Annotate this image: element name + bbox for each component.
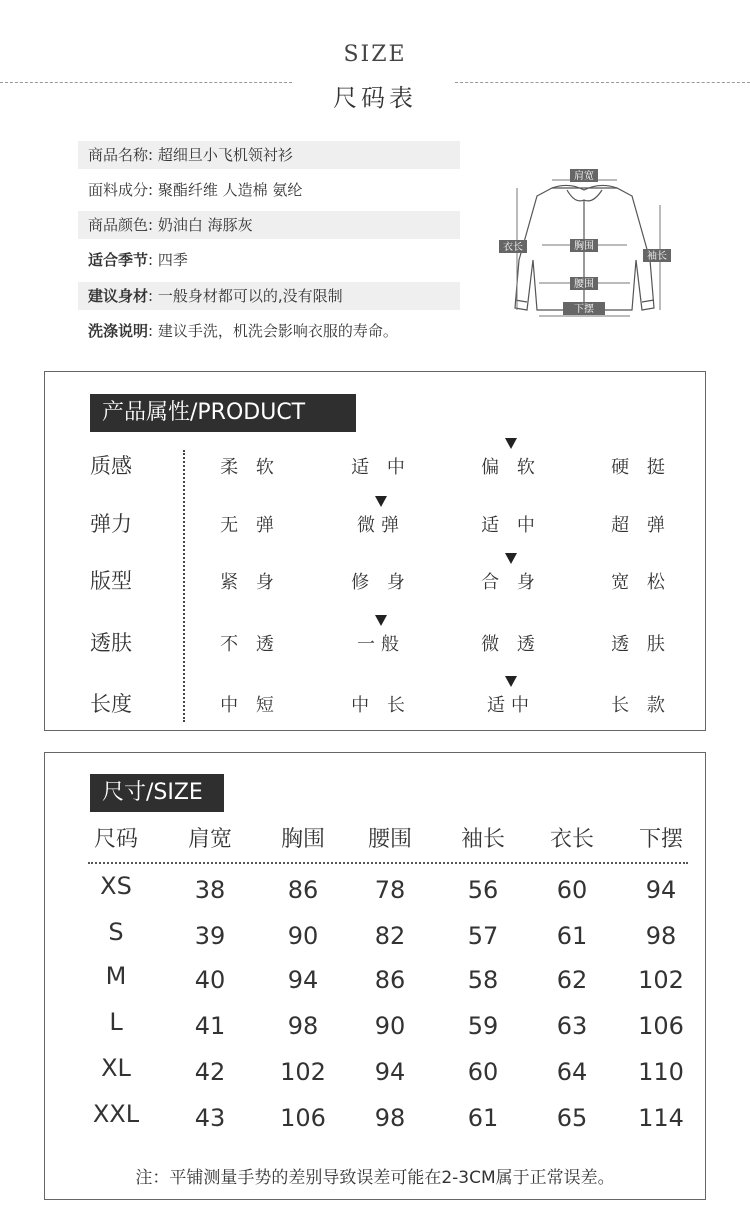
hem-label: 下摆 [574, 304, 594, 315]
page-title-cn: 尺码表 [333, 84, 417, 112]
info-value: 建议手洗，机洗会影响衣服的寿命。 [157, 322, 398, 340]
attributes-divider [183, 450, 185, 722]
attribute-option: 中 长 [351, 695, 411, 716]
size-column-header: 胸围 [280, 827, 325, 852]
size-table-cell: 40 [194, 966, 226, 994]
attribute-option: 一般 [357, 634, 405, 655]
size-table-cell: 65 [556, 1104, 588, 1132]
size-table-cell: 106 [280, 1104, 326, 1132]
info-key: 面料成分 [88, 181, 149, 199]
size-table-cell: 102 [638, 966, 684, 994]
size-table-cell: 57 [467, 922, 499, 950]
info-key: 适合季节 [88, 251, 149, 269]
info-row: 商品名称: 超细旦小飞机领衬衫 [78, 141, 460, 169]
shirt-measurement-diagram [497, 160, 672, 320]
attribute-option: 微 透 [481, 634, 541, 655]
product-attributes-tag: 产品属性/PRODUCT [90, 394, 356, 432]
size-table-cell: 86 [287, 876, 319, 904]
info-row: 建议身材: 一般身材都可以的,没有限制 [78, 282, 460, 310]
size-table-cell: 61 [556, 922, 588, 950]
size-table-cell: 60 [556, 876, 588, 904]
measurement-note: 注：平铺测量手势的差别导致误差可能在2-3CM属于正常误差。 [135, 1168, 615, 1188]
size-table-cell: 94 [645, 876, 677, 904]
size-column-header: 腰围 [367, 827, 412, 852]
info-key: 建议身材 [88, 287, 149, 305]
length-label: 衣长 [503, 242, 523, 253]
size-table-cell: 114 [638, 1104, 684, 1132]
size-table-cell: 58 [467, 966, 499, 994]
size-table-cell: 41 [194, 1012, 226, 1040]
attribute-label: 弹力 [90, 512, 132, 536]
attribute-label: 质感 [90, 454, 132, 478]
attribute-option: 长 款 [611, 695, 671, 716]
info-row: 洗涤说明: 建议手洗，机洗会影响衣服的寿命。 [88, 322, 398, 340]
attribute-option: 不 透 [220, 634, 280, 655]
attribute-option: 适中 [487, 695, 535, 716]
size-table-cell: M [105, 962, 127, 990]
size-table-cell: 39 [194, 922, 226, 950]
info-value: 聚酯纤维 人造棉 氨纶 [157, 181, 303, 199]
size-table-cell: 106 [638, 1012, 684, 1040]
size-table-cell: 78 [374, 876, 406, 904]
size-table-cell: XXL [92, 1100, 140, 1128]
attribute-option: 无 弹 [220, 515, 280, 536]
attribute-option: 适 中 [481, 515, 541, 536]
attribute-option: 透 肤 [611, 634, 671, 655]
attribute-option: 柔 软 [220, 457, 280, 478]
size-table-cell: XS [100, 872, 132, 900]
selected-marker-icon [505, 553, 517, 564]
size-table-cell: 94 [287, 966, 319, 994]
size-tag: 尺寸/SIZE [90, 774, 224, 812]
size-table-cell: 90 [374, 1012, 406, 1040]
size-column-header: 下摆 [638, 827, 683, 852]
size-table-cell: 110 [638, 1058, 684, 1086]
selected-marker-icon [505, 676, 517, 687]
size-table-cell: 61 [467, 1104, 499, 1132]
size-table-cell: 94 [374, 1058, 406, 1086]
size-table-cell: 42 [194, 1058, 226, 1086]
size-table-cell: S [108, 918, 124, 946]
attribute-label: 长度 [90, 692, 132, 716]
size-table-cell: 38 [194, 876, 226, 904]
info-row: 适合季节: 四季 [88, 251, 188, 269]
selected-marker-icon [375, 496, 387, 507]
page-title-en: SIZE [343, 42, 407, 67]
attribute-option: 修 身 [351, 572, 411, 593]
info-value: 超细旦小飞机领衬衫 [157, 146, 293, 164]
size-table-cell: 62 [556, 966, 588, 994]
attribute-option: 微弹 [357, 515, 405, 536]
size-column-header: 尺码 [93, 827, 138, 852]
attribute-option: 偏 软 [481, 457, 541, 478]
attribute-option: 紧 身 [220, 572, 280, 593]
size-table-cell: 98 [287, 1012, 319, 1040]
size-table-cell: 102 [280, 1058, 326, 1086]
info-key: 洗涤说明 [88, 322, 149, 340]
size-column-header: 衣长 [549, 827, 594, 852]
size-table-cell: 98 [374, 1104, 406, 1132]
attribute-option: 超 弹 [611, 515, 671, 536]
info-row: 商品颜色: 奶油白 海豚灰 [78, 211, 460, 239]
size-table-cell: 86 [374, 966, 406, 994]
size-table-divider [88, 862, 688, 864]
chest-label: 胸围 [574, 241, 594, 252]
info-value: 一般身材都可以的,没有限制 [157, 287, 343, 305]
size-table-cell: 63 [556, 1012, 588, 1040]
size-column-header: 袖长 [460, 827, 505, 852]
size-table-cell: 43 [194, 1104, 226, 1132]
info-value: 四季 [157, 251, 188, 269]
size-table-cell: 98 [645, 922, 677, 950]
attribute-option: 合 身 [481, 572, 541, 593]
size-table-cell: 60 [467, 1058, 499, 1086]
size-column-header: 肩宽 [187, 827, 232, 852]
info-row: 面料成分: 聚酯纤维 人造棉 氨纶 [88, 181, 303, 199]
size-table-cell: XL [101, 1054, 131, 1082]
size-table-cell: 64 [556, 1058, 588, 1086]
attribute-option: 宽 松 [611, 572, 671, 593]
info-key: 商品颜色 [88, 216, 149, 234]
attribute-label: 透肤 [90, 631, 132, 655]
attribute-option: 中 短 [220, 695, 280, 716]
attribute-option: 适 中 [351, 457, 411, 478]
attribute-label: 版型 [90, 569, 132, 593]
size-table-cell: L [109, 1008, 123, 1036]
selected-marker-icon [505, 438, 517, 449]
selected-marker-icon [375, 615, 387, 626]
sleeve-label: 袖长 [647, 251, 667, 262]
size-table-cell: 82 [374, 922, 406, 950]
info-value: 奶油白 海豚灰 [157, 216, 253, 234]
info-key: 商品名称 [88, 146, 149, 164]
waist-label: 腰围 [574, 279, 594, 290]
size-table-cell: 59 [467, 1012, 499, 1040]
shoulder-label: 肩宽 [574, 171, 594, 182]
size-table-cell: 56 [467, 876, 499, 904]
attribute-option: 硬 挺 [611, 457, 671, 478]
size-table-cell: 90 [287, 922, 319, 950]
